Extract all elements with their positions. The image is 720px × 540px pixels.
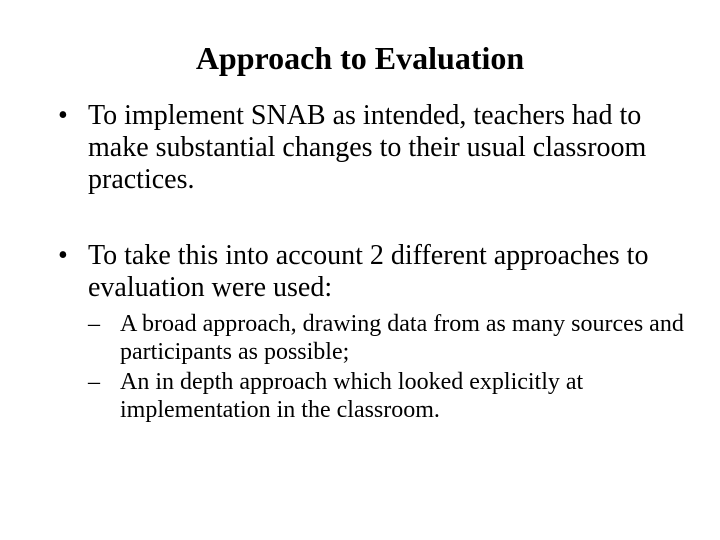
sub-bullet-marker: – [88, 369, 100, 395]
bullet-list [58, 100, 688, 424]
sub-bullet-item-1 [88, 310, 688, 366]
sub-bullet-text: An in depth approach which looked explicitly at implementation in the classroom. [120, 369, 584, 423]
bullet-text: To implement SNAB as intended, teachers had to make substantial changes to their usual classroom practices. [88, 100, 647, 195]
bullet-text: To take this into account 2 different approaches to evaluation were used: [88, 240, 649, 303]
slide-title: Approach to Evaluation [195, 40, 525, 76]
sub-bullet-text: A broad approach, drawing data from as many sources and participants as possible; [120, 311, 684, 365]
bullet-marker: • [58, 240, 68, 271]
bullet-item-1 [58, 100, 688, 196]
sub-bullet-list [88, 310, 688, 424]
sub-bullet-marker: – [88, 311, 100, 337]
bullet-item-2 [58, 240, 688, 424]
bullet-marker: • [58, 100, 68, 131]
sub-bullet-item-2 [88, 368, 688, 424]
